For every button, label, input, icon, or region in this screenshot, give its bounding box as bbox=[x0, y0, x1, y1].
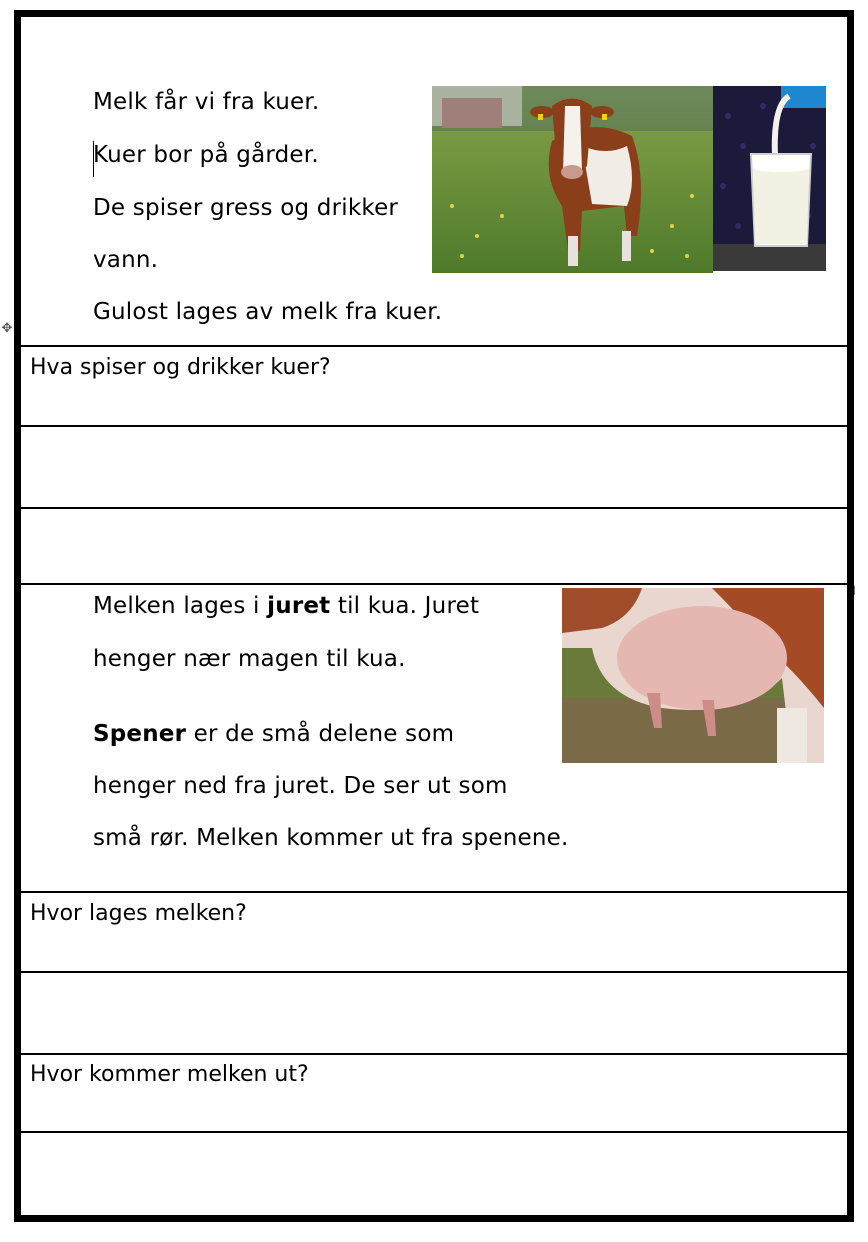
s2-text-a: Melken lages i bbox=[93, 593, 268, 619]
s2-text-c: er de små delene som bbox=[186, 721, 455, 747]
divider-1 bbox=[21, 345, 847, 347]
s2-line-1 bbox=[93, 593, 479, 619]
s2-line-3 bbox=[93, 721, 454, 747]
answer-line-1a[interactable] bbox=[21, 425, 847, 427]
spener-bold: Spener bbox=[93, 721, 187, 747]
divider-2 bbox=[21, 583, 847, 585]
s2-line-5: små rør. Melken kommer ut fra spenene. bbox=[93, 825, 569, 851]
answer-line-1b[interactable] bbox=[21, 507, 847, 509]
cow-in-field-image bbox=[432, 86, 713, 273]
s1-line-2: Kuer bor på gårder. bbox=[93, 142, 319, 168]
answer-line-2a[interactable] bbox=[21, 971, 847, 973]
answer-line-3a[interactable] bbox=[21, 1131, 847, 1133]
s2-line-4: henger ned fra juret. De ser ut som bbox=[93, 773, 508, 799]
s2-line-2: henger nær magen til kua. bbox=[93, 646, 406, 672]
milk-glass-image bbox=[713, 86, 826, 271]
worksheet-page bbox=[14, 10, 854, 1222]
table-move-handle-icon[interactable]: ✥ bbox=[1, 321, 13, 336]
question-1: Hva spiser og drikker kuer? bbox=[30, 355, 331, 380]
cow-udder-image bbox=[562, 588, 824, 763]
s1-line-3: De spiser gress og drikker bbox=[93, 195, 399, 221]
s2-text-b: til kua. Juret bbox=[330, 593, 480, 619]
juret-bold: juret bbox=[267, 593, 331, 619]
s1-line-1: Melk får vi fra kuer. bbox=[93, 89, 320, 115]
divider-4 bbox=[21, 1053, 847, 1055]
s1-line-4: vann. bbox=[93, 247, 159, 273]
s1-line-5: Gulost lages av melk fra kuer. bbox=[93, 299, 443, 325]
question-3: Hvor kommer melken ut? bbox=[30, 1062, 309, 1087]
question-2: Hvor lages melken? bbox=[30, 901, 247, 926]
divider-3 bbox=[21, 891, 847, 893]
